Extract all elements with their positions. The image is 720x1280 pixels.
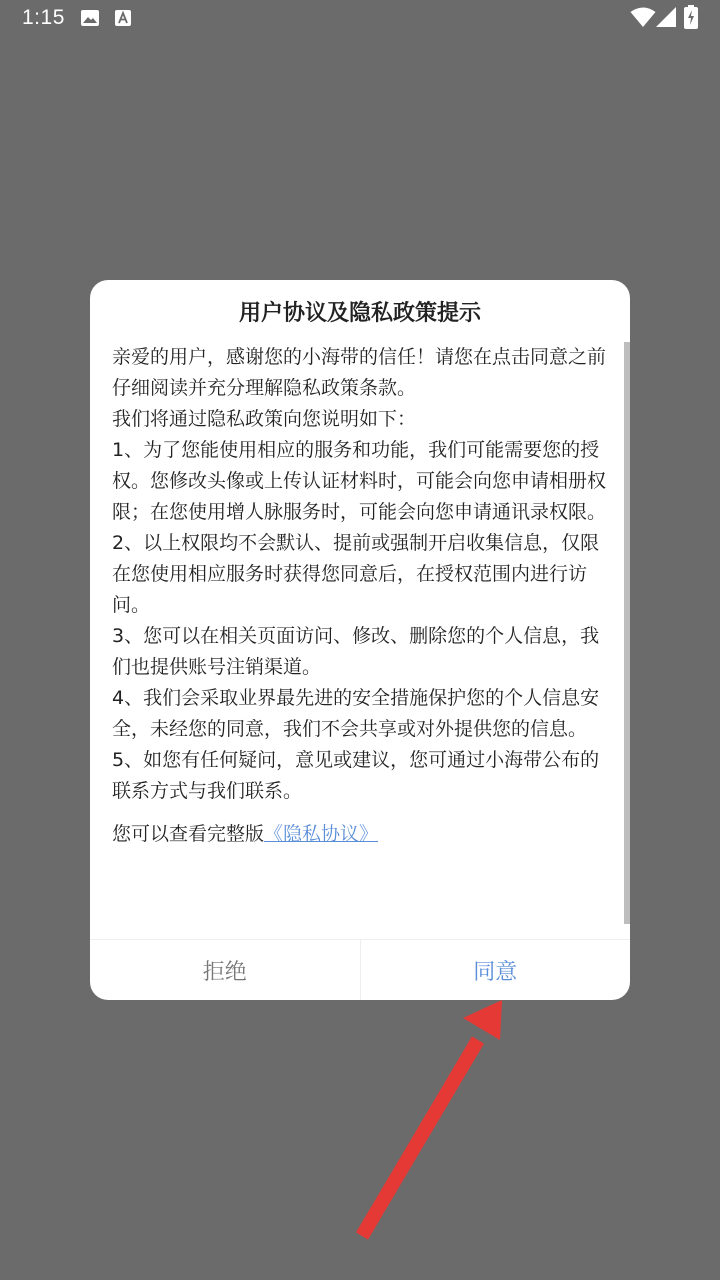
paragraph-item-1: 1、为了您能使用相应的服务和功能，我们可能需要您的授权。您修改头像或上传认证材料时，可能会向您申请相册权限；在您使用增人脉服务时，可能会向您申请通讯录权限。	[112, 439, 607, 523]
dialog-title: 用户协议及隐私政策提示	[238, 301, 481, 326]
paragraph-item-4: 4、我们会采取业界最先进的安全措施保护您的个人信息安全，未经您的同意，我们不会共享或对外提供您的信息。	[112, 687, 600, 740]
paragraph-item-2: 2、以上权限均不会默认、提前或强制开启收集信息，仅限在您使用相应服务时获得您同意后，在授权范围内进行访问。	[112, 532, 600, 616]
arrow-head	[463, 1000, 502, 1040]
reject-button[interactable]: 拒绝	[90, 940, 361, 1000]
privacy-agreement-link[interactable]: 《隐私协议》	[264, 823, 379, 845]
paragraph-explain: 我们将通过隐私政策向您说明如下：	[112, 408, 417, 430]
paragraph-item-5: 5、如您有任何疑问，意见或建议，您可通过小海带公布的联系方式与我们联系。	[112, 749, 600, 802]
status-time: 1:15	[22, 6, 65, 29]
agree-button[interactable]: 同意	[473, 959, 518, 985]
paragraph-item-3: 3、您可以在相关页面访问、修改、删除您的个人信息，我们也提供账号注销渠道。	[112, 625, 600, 678]
privacy-link-prefix: 您可以查看完整版	[112, 823, 265, 845]
paragraph-intro: 亲爱的用户，感谢您的小海带的信任！请您在点击同意之前仔细阅读并充分理解隐私政策条款。	[112, 346, 607, 399]
arrow-shaft	[362, 1040, 478, 1236]
